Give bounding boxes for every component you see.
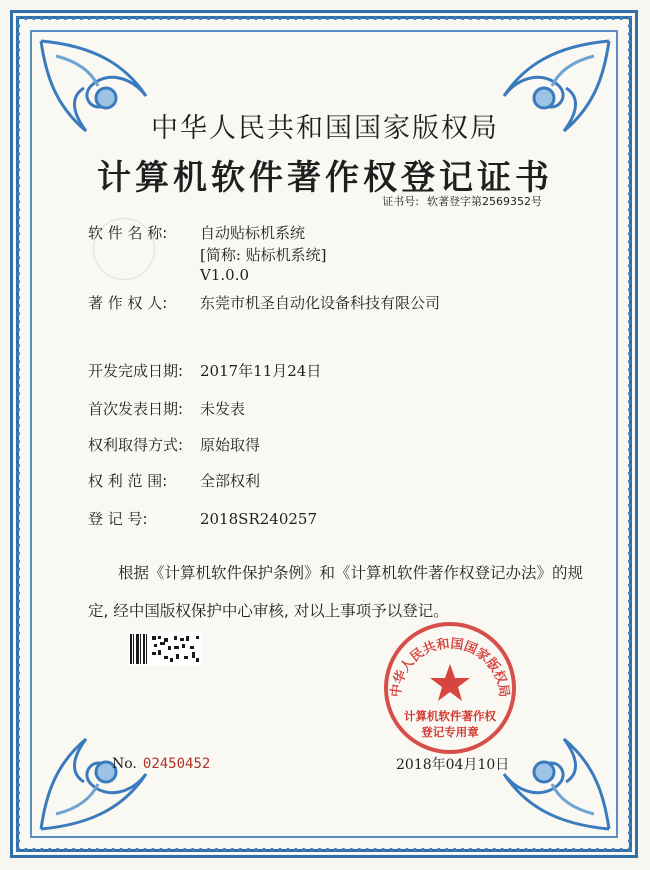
field-software-name <box>88 222 305 243</box>
certificate-number <box>374 193 542 209</box>
seal-line-2: 登记专用章 <box>421 725 479 739</box>
field-label: 首次发表日期: <box>88 400 184 418</box>
corner-ornament-bottom-left <box>36 724 186 834</box>
field-value: 未发表 <box>200 400 246 418</box>
field-label: 著 作 权 人: <box>88 294 168 312</box>
certificate-title: 计算机软件著作权登记证书 <box>97 158 553 198</box>
field-registration-number <box>88 508 317 529</box>
field-copyright-owner <box>88 292 440 313</box>
field-value: 东莞市机圣自动化设备科技有限公司 <box>200 294 441 312</box>
issue-date: 2018年04月10日 <box>396 757 510 773</box>
seal-ring-text: 中华人民共和国国家版权局 <box>388 636 512 699</box>
field-value: 全部权利 <box>200 472 261 490</box>
field-label: 开发完成日期: <box>88 362 184 380</box>
field-value: 自动贴标机系统 <box>200 224 306 242</box>
serial-value: 02450452 <box>142 756 211 772</box>
field-value: 2018SR240257 <box>200 510 318 528</box>
field-label: 权 利 范 围: <box>88 472 168 490</box>
field-label: 软 件 名 称: <box>88 224 168 242</box>
registration-statement: 根据《计算机软件保护条例》和《计算机软件著作权登记办法》的规定, 经中国版权保护中心审核, 对以上事项予以登记。 <box>88 564 584 620</box>
field-pub-date <box>88 398 245 419</box>
field-software-version: V1.0.0 <box>200 266 249 284</box>
field-scope <box>88 470 260 491</box>
field-dev-date <box>88 360 321 381</box>
certificate-number-label: 证书号: <box>382 195 419 208</box>
field-value: 2017年11月24日 <box>200 362 322 380</box>
field-software-short-name: [简称: 贴标机系统] <box>200 246 327 264</box>
serial-number <box>112 756 210 772</box>
seal-line-1: 计算机软件著作权 <box>404 709 496 723</box>
serial-label: No. <box>112 756 137 772</box>
field-acquisition <box>88 434 260 455</box>
certificate-number-value: 软著登字第2569352号 <box>427 195 542 208</box>
field-label: 权利取得方式: <box>88 436 184 454</box>
barcode-qr <box>128 632 202 666</box>
field-value: 原始取得 <box>200 436 261 454</box>
official-red-seal <box>382 620 518 756</box>
issuing-authority: 中华人民共和国国家版权局 <box>151 113 499 144</box>
field-label: 登 记 号: <box>88 510 148 528</box>
